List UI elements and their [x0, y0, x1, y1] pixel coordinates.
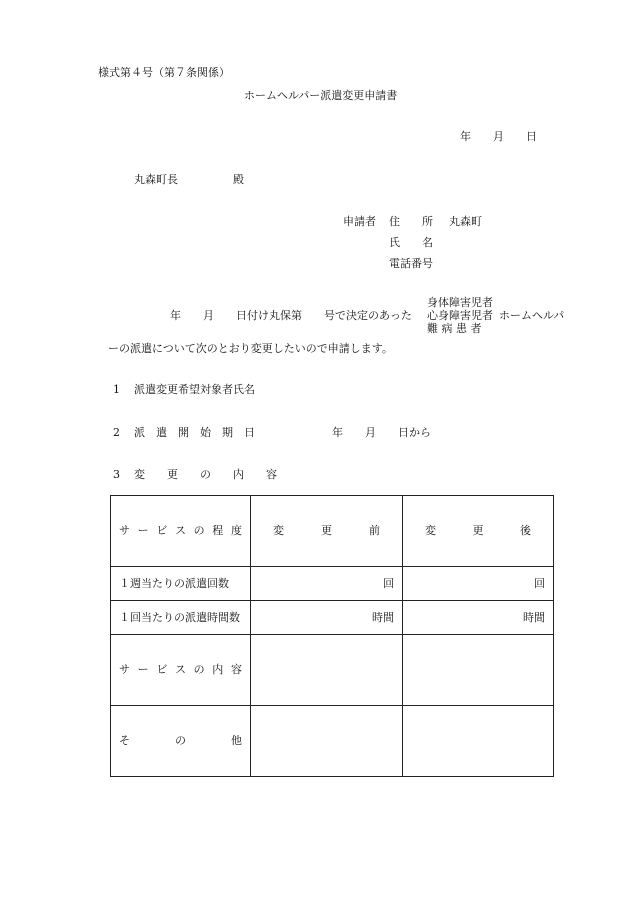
category-physical-disability: 身体障害児者 [427, 296, 493, 309]
row-other-label [111, 706, 251, 777]
body-line1-right: ホームヘルパ [499, 309, 565, 322]
body-line2: ーの派遣について次のとおり変更したいので申請します。 [108, 342, 393, 355]
row-service-content-before [251, 635, 403, 706]
body-line1-left: 年 月 日付け丸保第 号で決定のあった [170, 309, 412, 322]
header-service-level [111, 496, 251, 567]
addressee: 丸森町長 殿 [134, 173, 244, 186]
row-weekly-visits-after: 回 [403, 567, 554, 601]
category-mental-physical-disability: 心身障害児者 [427, 309, 493, 322]
item3-number: 3 [113, 468, 120, 481]
header-before-change-text: 変 更 前 [273, 524, 380, 537]
item2-value: 年 月 日から [332, 426, 431, 439]
row-hours-per-visit-before: 時間 [251, 601, 403, 635]
header-after-change [403, 496, 554, 567]
row-service-content-label [111, 635, 251, 706]
table-row [111, 706, 554, 777]
name-label: 氏 名 [389, 236, 433, 249]
phone-label: 電話番号 [389, 257, 433, 270]
row-weekly-visits-before: 回 [251, 567, 403, 601]
item2-number: 2 [113, 426, 120, 439]
row-hours-per-visit-label: １回当たりの派遣時間数 [111, 601, 251, 635]
form-label: 様式第４号（第７条関係） [98, 66, 230, 79]
item1-number: 1 [113, 383, 120, 396]
item2-label: 派 遣 開 始 期 日 [134, 426, 255, 439]
applicant-label: 申請者 [343, 215, 376, 228]
address-label: 住 所 [389, 215, 433, 228]
table-header-row [111, 496, 554, 567]
row-service-content-after [403, 635, 554, 706]
header-before-change [251, 496, 403, 567]
header-after-change-text: 変 更 後 [425, 524, 531, 537]
header-service-level-text: サ ー ビ ス の 程 度 [119, 524, 242, 537]
row-service-content-text: サ ー ビ ス の 内 容 [119, 663, 242, 676]
address-value: 丸森町 [449, 215, 482, 228]
item3-label: 変 更 の 内 容 [134, 468, 277, 481]
row-other-before [251, 706, 403, 777]
table-row [111, 567, 554, 601]
row-other-text: そ の 他 [119, 734, 242, 747]
category-intractable-disease: 難 病 患 者 [427, 322, 482, 335]
row-weekly-visits-label: １週当たりの派遣回数 [111, 567, 251, 601]
date-line: 年 月 日 [460, 130, 537, 143]
item1-label: 派遣変更希望対象者氏名 [134, 383, 255, 396]
document-title: ホームヘルパー派遣変更申請書 [244, 89, 398, 102]
row-other-after [403, 706, 554, 777]
table-row [111, 601, 554, 635]
service-change-table [110, 495, 554, 777]
table-row [111, 635, 554, 706]
row-hours-per-visit-after: 時間 [403, 601, 554, 635]
